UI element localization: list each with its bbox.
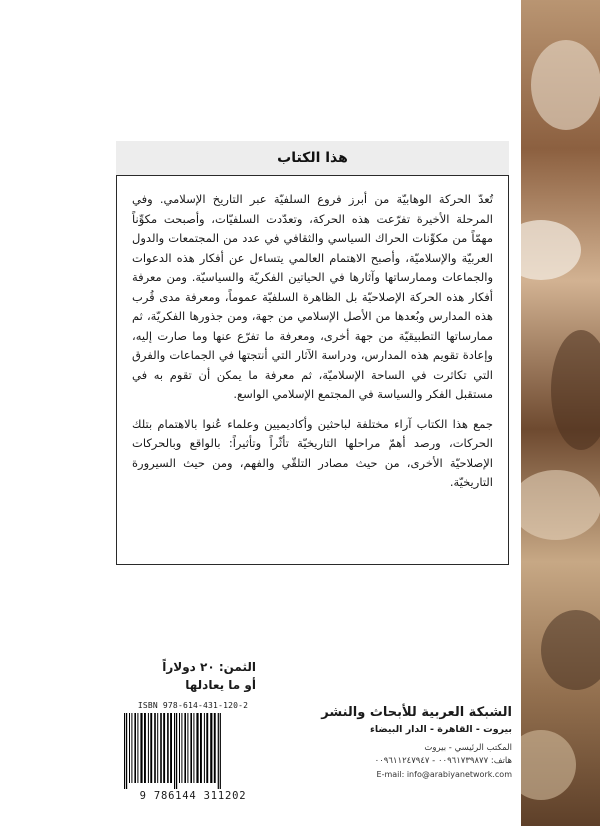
barcode-bar bbox=[129, 713, 130, 783]
price-equivalent-line: أو ما يعادلها bbox=[185, 678, 256, 692]
barcode-bar bbox=[137, 713, 138, 783]
barcode-bar bbox=[196, 713, 198, 783]
publisher-phone: هاتف: ٠٠٩٦١٧٣٩٨٧٧ - ٠٠٩٦١١٢٤٧٩٤٧ bbox=[374, 756, 512, 766]
publisher-email: E-mail: info@arabiyanetwork.com bbox=[376, 770, 512, 779]
description-frame bbox=[116, 175, 509, 565]
barcode-bar bbox=[210, 713, 212, 783]
barcode-guard-bar bbox=[176, 713, 177, 789]
barcode-bar bbox=[179, 713, 180, 783]
price-line: الثمن: ٢٠ دولاراً bbox=[162, 660, 256, 674]
publisher-info bbox=[280, 704, 512, 781]
barcode-bar bbox=[160, 713, 162, 783]
barcode-guard-bar bbox=[126, 713, 127, 789]
publisher-office: المكتب الرئيسي - بيروت bbox=[424, 743, 512, 753]
isbn-label: ISBN 978-614-431-120-2 bbox=[137, 701, 249, 710]
cover-artwork-strip bbox=[521, 0, 600, 826]
barcode-bar bbox=[190, 713, 192, 783]
barcode bbox=[116, 701, 270, 802]
price-label bbox=[116, 658, 256, 694]
barcode-guard-bar bbox=[174, 713, 175, 789]
barcode-bar bbox=[187, 713, 188, 783]
barcode-guard-bar bbox=[220, 713, 221, 789]
barcode-bar bbox=[214, 713, 216, 783]
publisher-name: الشبكة العربية للأبحاث والنشر bbox=[321, 705, 512, 720]
barcode-bar bbox=[206, 713, 208, 783]
barcode-guard-bar bbox=[124, 713, 125, 789]
publisher-cities: بيروت - القاهرة - الدار البيضاء bbox=[370, 724, 512, 735]
barcode-bar bbox=[144, 713, 146, 783]
section-title: هذا الكتاب bbox=[277, 150, 348, 166]
barcode-bar bbox=[154, 713, 156, 783]
barcode-bars bbox=[116, 713, 270, 789]
barcode-bar bbox=[167, 713, 169, 783]
barcode-bar bbox=[193, 713, 194, 783]
description-paragraph-1: تُعدّ الحركة الوهابيّة من أبرز فروع السلفيّة عبر التاريخ الإسلامي. وفي المرحلة الأخيرة تفرّعت هذه الحركة، وتعدّدت السلفيّات، وأصبحت مكوِّناً مهمّاً من مكوِّنات الحراك السياسي والثقافي في عدد من المجتمعات والدول العربيّة والإسلاميّة، وأصبح الاهتمام العالمي يتساءل عن أفكار هذه الدعوات والجماعات وممارساتها وآثارها في الحياتين الفكريّة والسياسيّة. ومن معرفة أفكار هذه الحركة الإصلاحيّة بل الظاهرة السلفيّة عموماً، ومعرفة مدى قُرب هذه المدارس وبُعدها من الأصل الإسلامي من جهة، ومن جذورها الفكريّة، ثم ممارساتها التطبيقيّة من جهة أخرى، ومعرفة ما تفرّع عنها وما صارت إليه، وإعادة تقويم هذه المدارس، ودراسة الآثار التي أنتجتها في الجماعات والفرق التي تكاثرت في الساحة الإسلاميّة، ثم معرفة ما يمكن أن تقوم به في مستقبل الفكر والسياسة في المجتمع الإسلامي الواسع. bbox=[132, 192, 493, 401]
barcode-bar bbox=[204, 713, 205, 783]
barcode-digits: 9 786144 311202 bbox=[139, 790, 247, 802]
barcode-guard-bar bbox=[218, 713, 219, 789]
barcode-bar bbox=[157, 713, 158, 783]
barcode-bar bbox=[163, 713, 165, 783]
barcode-bar bbox=[134, 713, 136, 783]
barcode-bar bbox=[131, 713, 132, 783]
barcode-bar bbox=[140, 713, 142, 783]
barcode-bar bbox=[184, 713, 186, 783]
section-title-bar bbox=[116, 141, 509, 175]
description-paragraph-2: جمع هذا الكتاب آراء مختلفة لباحثين وأكاديميين وعلماء عُنوا بالاهتمام بتلك الحركات، ورصد أهمّ مراحلها التاريخيّة تأثّراً وتأثيراً: بالواقع وبالحركات الإصلاحيّة الأخرى، من حيث مصادر التلقّي والفهم، ومن حيث السيرورة التاريخيّة. bbox=[132, 416, 493, 489]
barcode-bar bbox=[148, 713, 149, 783]
barcode-bar bbox=[200, 713, 202, 783]
barcode-bar bbox=[181, 713, 182, 783]
barcode-bar bbox=[170, 713, 172, 783]
barcode-bar bbox=[150, 713, 152, 783]
